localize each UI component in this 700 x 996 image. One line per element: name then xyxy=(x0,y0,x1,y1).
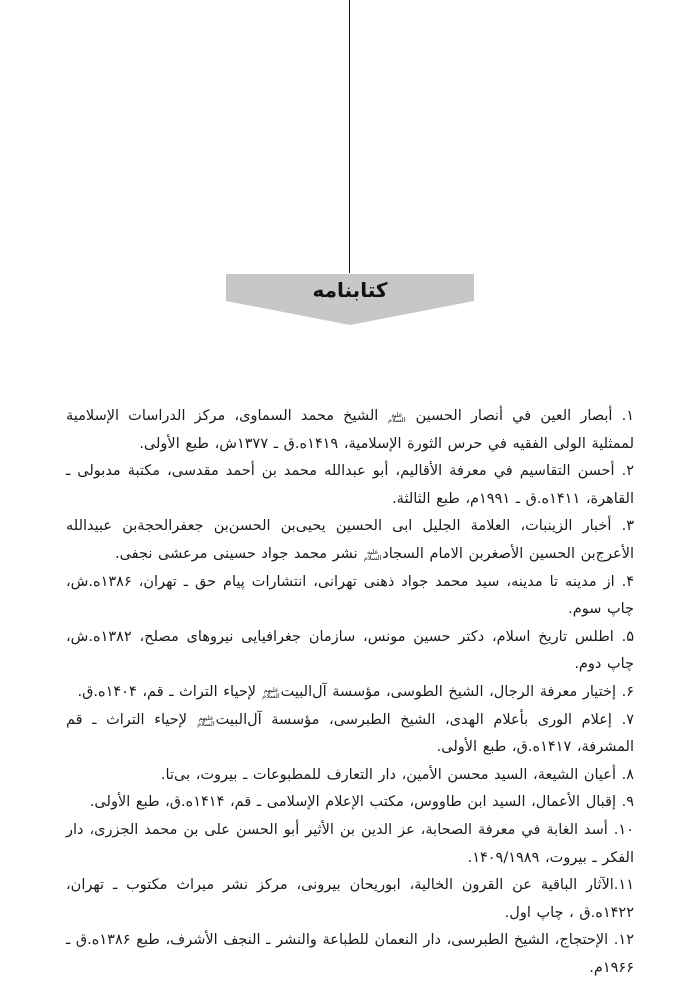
bibliography-list xyxy=(66,403,634,982)
entry-text: الشيخ محمد السماوى، مركز الدراسات الإسلامية لممثلية الولى الفقيه في حرس الثورة الإسلامية، ۱۴۱۹ه.ق ـ ۱۳۷۷ش، طبع الأولى. xyxy=(66,408,634,452)
honorific-mark: عليهم السلام xyxy=(197,714,215,728)
entry-text: لإحياء التراث ـ قم المشرفة، ۱۴۱۷ه.ق، طبع الأولى. xyxy=(66,711,634,756)
entry-text: ۵. اطلس تاريخ اسلام، دكتر حسين مونس، سازمان جغرافيايى نيروهاى مصلح، ۱۳۸۲ه.ش، چاپ دوم. xyxy=(66,628,634,673)
entry-text: ۱۰. أسد الغابة في معرفة الصحابة، عز الدين بن الأثير أبو الحسن على بن محمد الجزرى، دار الفكر ـ بيروت، ۱۴۰۹/۱۹۸۹. xyxy=(66,821,634,866)
entry-text: ۸. أعيان الشيعة، السيد محسن الأمين، دار التعارف للمطبوعات ـ بيروت، بى‌تا. xyxy=(160,766,634,783)
bibliography-entry xyxy=(66,403,634,458)
honorific-mark: عليه السلام xyxy=(387,410,406,424)
chapter-banner xyxy=(226,271,474,325)
hanging-line xyxy=(349,0,351,273)
bibliography-entry xyxy=(66,707,634,762)
entry-text: ۲. أحسن التقاسيم في معرفة الأقاليم، أبو عبدالله محمد بن أحمد مقدسى، مكتبة مدبولى ـ القاهرة، ۱۴۱۱ه.ق ـ ۱۹۹۱م، طبع الثالثة. xyxy=(66,463,634,507)
bibliography-entry xyxy=(66,789,634,817)
bibliography-entry xyxy=(66,624,634,679)
entry-text: لإحياء التراث ـ قم، ۱۴۰۴ه.ق. xyxy=(77,683,262,700)
bibliography-entry xyxy=(66,458,634,513)
bibliography-entry xyxy=(66,927,634,982)
entry-text: ۴. از مدينه تا مدينه، سيد محمد جواد ذهنى تهرانى، انتشارات پيام حق ـ تهران، ۱۳۸۶ه.ش، چاپ سوم. xyxy=(66,573,634,618)
entry-text: ۱. أبصار العين في أنصار الحسين xyxy=(406,408,634,424)
bibliography-entry xyxy=(66,679,634,707)
entry-text: نشر محمد جواد حسينى مرعشى نجفى. xyxy=(114,545,364,562)
entry-text: ۱۱.الآثار الباقية عن القرون الخالية، ابوريحان بيرونى، مركز نشر ميراث مكتوب ـ تهران، ۱۴۲۲ه.ق ، چاپ اول. xyxy=(66,877,634,921)
bibliography-entry xyxy=(66,817,634,872)
entry-text: ۷. إعلام الورى بأعلام الهدى، الشيخ الطبرسى، مؤسسة آل‌البيت xyxy=(215,711,634,728)
honorific-mark: عليه السلام xyxy=(363,548,382,562)
honorific-mark: عليهم السلام xyxy=(262,686,280,700)
entry-text: ۳. أخبار الزينبات، العلامة الجليل ابى الحسين يحيى‌بن الحسن‌بن جعفرالحجةبن عبيدالله الأعرج‌بن الحسين الأصغربن الامام السجاد xyxy=(66,518,634,562)
chapter-title: كتابنامه xyxy=(312,278,388,302)
bibliography-entry xyxy=(66,569,634,624)
bibliography-entry xyxy=(66,762,634,790)
entry-text: ۶. إختيار معرفة الرجال، الشيخ الطوسى، مؤسسة آل‌البيت xyxy=(280,683,634,700)
bibliography-entry xyxy=(66,872,634,927)
entry-text: ۹. إقبال الأعمال، السيد ابن طاووس، مكتب الإعلام الإسلامى ـ قم، ۱۴۱۴ه.ق، طبع الأولى. xyxy=(89,794,634,811)
entry-text: ۱۲. الإحتجاج، الشيخ الطبرسى، دار النعمان للطباعة والنشر ـ النجف الأشرف، طبع ۱۳۸۶ه.ق ـ ۱۹۶۶م. xyxy=(66,932,634,976)
bibliography-entry xyxy=(66,513,634,568)
